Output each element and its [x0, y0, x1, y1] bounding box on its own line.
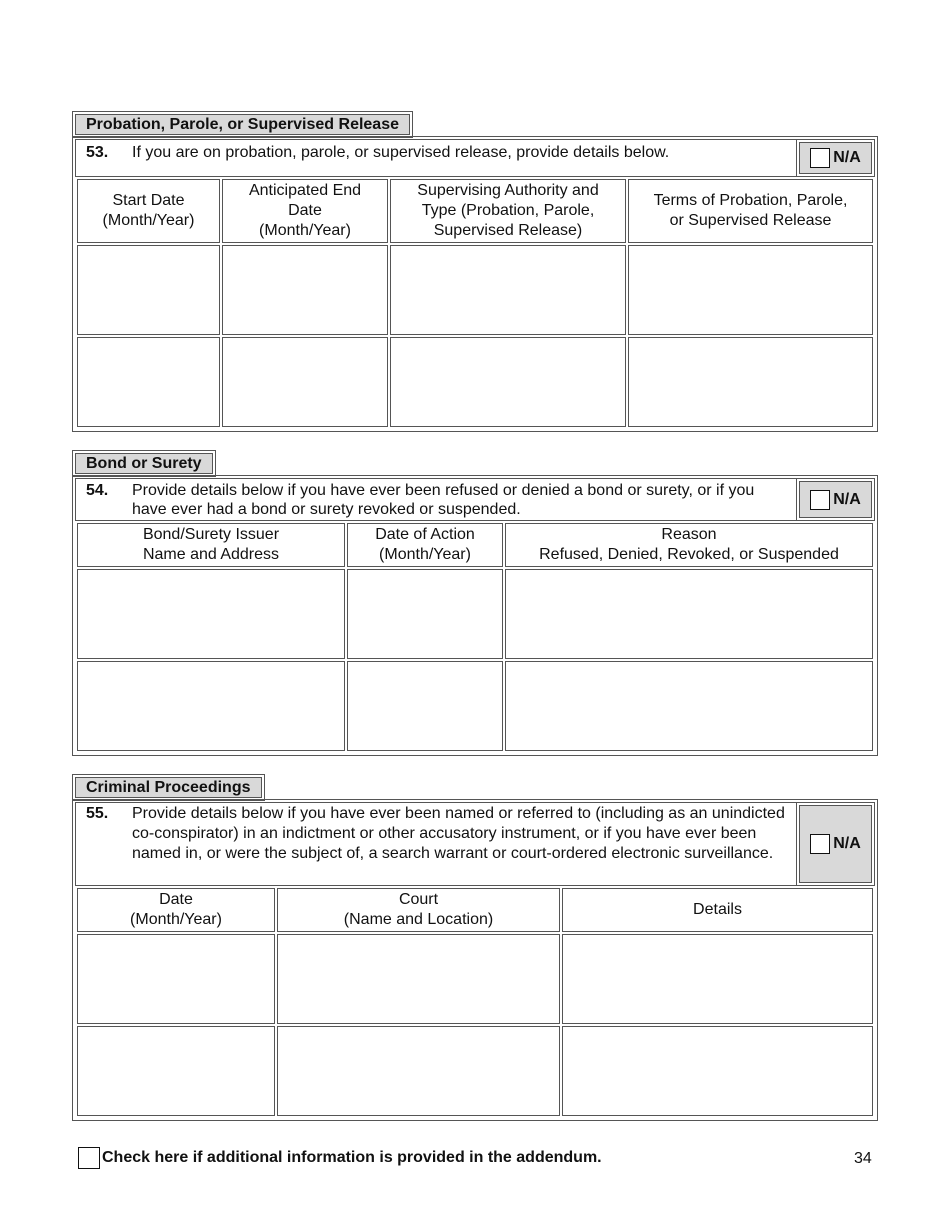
- na-box: [799, 805, 872, 883]
- section-title-box: [72, 450, 216, 477]
- table-row: [77, 569, 873, 659]
- table-cell[interactable]: [277, 934, 560, 1024]
- table-cell[interactable]: [562, 934, 873, 1024]
- header-reason: Reason Refused, Denied, Revoked, or Suspended: [505, 523, 873, 567]
- question-number: 53.: [86, 144, 109, 161]
- table-cell[interactable]: [390, 337, 626, 427]
- table-cell[interactable]: [562, 1026, 873, 1116]
- na-cell: [796, 479, 874, 520]
- table-cell[interactable]: [347, 569, 503, 659]
- na-label: N/A: [833, 149, 861, 166]
- header-date-of-action: Date of Action (Month/Year): [347, 523, 503, 567]
- table-row: [77, 1026, 873, 1116]
- question-row: [75, 478, 875, 521]
- header-issuer: Bond/Surety Issuer Name and Address: [77, 523, 345, 567]
- na-cell: [796, 140, 874, 176]
- question-text-cell: [76, 479, 796, 520]
- section-title: Criminal Proceedings: [75, 777, 262, 798]
- table-cell[interactable]: [505, 569, 873, 659]
- table-row: [77, 661, 873, 751]
- section-title: Bond or Surety: [75, 453, 213, 474]
- na-box: [799, 142, 872, 174]
- table-cell[interactable]: [77, 569, 345, 659]
- na-checkbox[interactable]: [810, 148, 830, 168]
- table-cell[interactable]: [77, 337, 220, 427]
- table-row: [77, 245, 873, 335]
- question-text-cell: [76, 140, 796, 176]
- table-header-row: [77, 523, 873, 567]
- na-label: N/A: [833, 490, 861, 508]
- question-text: Provide details below if you have ever been named or referred to (including as an unindicted co-conspirator) in an indictment or other accusatory instrument, or if you have ever been named in, or were the subject of, a search warrant or court-ordered electronic surveillance.: [132, 805, 785, 862]
- table-cell[interactable]: [628, 337, 873, 427]
- addendum-row: [78, 1147, 602, 1169]
- table-cell[interactable]: [77, 661, 345, 751]
- question-number: 55.: [86, 805, 109, 822]
- na-cell: [796, 803, 874, 885]
- header-start-date: Start Date (Month/Year): [77, 179, 220, 243]
- page-number: 34: [854, 1150, 872, 1167]
- header-court: Court (Name and Location): [277, 888, 560, 932]
- table-cell[interactable]: [222, 245, 388, 335]
- header-details: Details: [562, 888, 873, 932]
- section-title-box: [72, 774, 265, 801]
- question-frame: [72, 475, 878, 756]
- na-checkbox[interactable]: [810, 490, 830, 510]
- table-cell[interactable]: [77, 1026, 275, 1116]
- table-cell[interactable]: [628, 245, 873, 335]
- question-text-cell: [76, 803, 796, 885]
- criminal-table: [75, 886, 875, 1118]
- question-text: Provide details below if you have ever been refused or denied a bond or surety, or if you have ever had a bond or surety revoked or suspended.: [132, 482, 755, 518]
- table-header-row: [77, 179, 873, 243]
- question-row: [75, 139, 875, 177]
- question-frame: [72, 136, 878, 432]
- addendum-checkbox[interactable]: [78, 1147, 100, 1169]
- question-text: If you are on probation, parole, or supervised release, provide details below.: [132, 144, 670, 161]
- section-title: Probation, Parole, or Supervised Release: [75, 114, 410, 135]
- header-date: Date (Month/Year): [77, 888, 275, 932]
- probation-table: [75, 177, 875, 429]
- question-row: [75, 802, 875, 886]
- table-cell[interactable]: [505, 661, 873, 751]
- header-supervising-authority: Supervising Authority and Type (Probation, Parole, Supervised Release): [390, 179, 626, 243]
- header-end-date: Anticipated End Date (Month/Year): [222, 179, 388, 243]
- na-label: N/A: [833, 835, 861, 852]
- na-checkbox[interactable]: [810, 834, 830, 854]
- bond-table: [75, 521, 875, 753]
- section-title-box: [72, 111, 413, 138]
- table-header-row: [77, 888, 873, 932]
- question-number: 54.: [86, 482, 109, 499]
- table-cell[interactable]: [390, 245, 626, 335]
- header-terms: Terms of Probation, Parole, or Supervised Release: [628, 179, 873, 243]
- table-cell[interactable]: [222, 337, 388, 427]
- na-box: [799, 481, 872, 518]
- table-cell[interactable]: [277, 1026, 560, 1116]
- table-cell[interactable]: [347, 661, 503, 751]
- table-row: [77, 337, 873, 427]
- question-frame: [72, 799, 878, 1121]
- table-cell[interactable]: [77, 934, 275, 1024]
- addendum-text: Check here if additional information is provided in the addendum.: [102, 1149, 602, 1166]
- table-cell[interactable]: [77, 245, 220, 335]
- table-row: [77, 934, 873, 1024]
